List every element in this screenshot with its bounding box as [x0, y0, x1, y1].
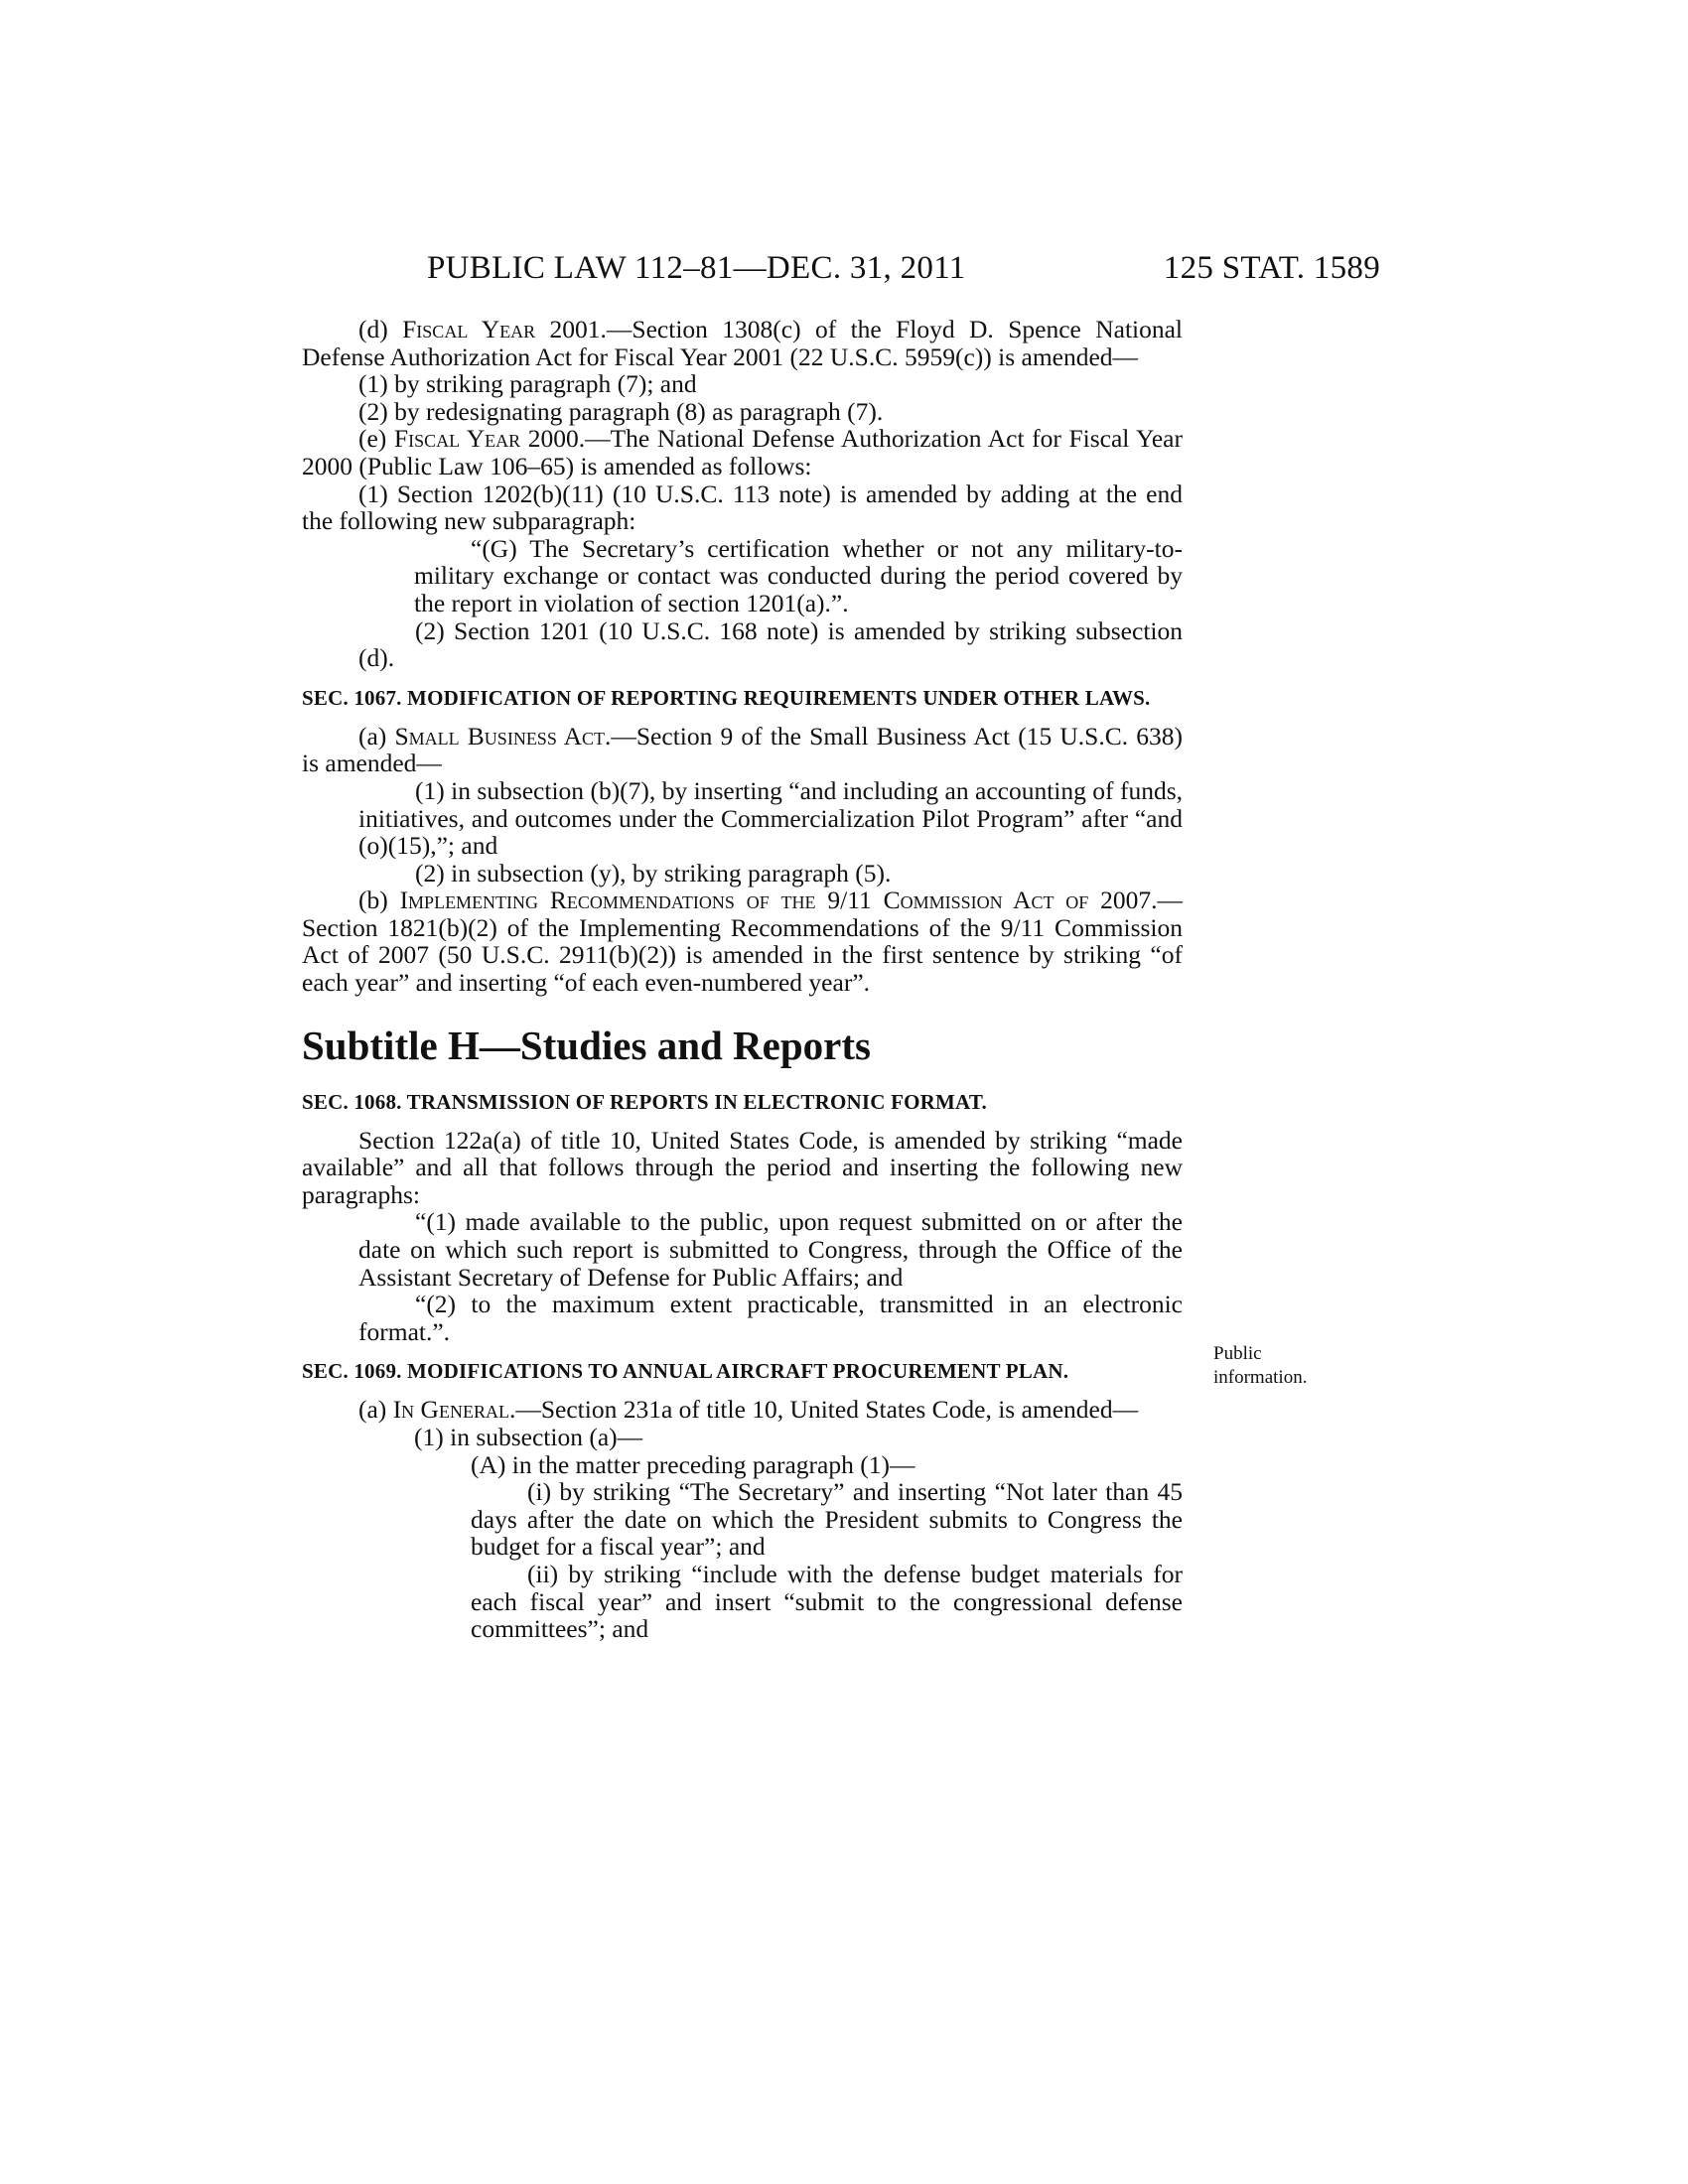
subsection-caption: Fiscal Year 2000 — [393, 424, 579, 454]
subsection-1067-b: (b) Implementing Recommendations of the 9/11 Commission Act of 2007.—Section 1821(b)(2) of the Implementing Recommendations of the 9/11 Commission Act of 2007 (50 U.S.C. 2911(b)(2)) is amended in the first sentence by striking “of each year” and inserting “of each even-numbered year”. — [302, 886, 1183, 998]
subsection-caption: Implementing Recommendations of the 9/11 Commission Act of 2007 — [399, 886, 1152, 915]
margin-note-line-1: Public — [1213, 1343, 1262, 1364]
subparagraph-1069-a-A: (A) in the matter preceding paragraph (1)— — [471, 1449, 915, 1479]
subsection-e: (e) Fiscal Year 2000.—The National Defense Authorization Act for Fiscal Year 2000 (Public Law 106–65) is amended as follows: — [302, 424, 1183, 480]
clause-1069-ii: (ii) by striking “include with the defense budget materials for each fiscal year” and insert “submit to the congressional defense committees”; and — [471, 1559, 1183, 1644]
paragraph-d1: (1) by striking paragraph (7); and — [358, 369, 697, 399]
section-heading-1067: SEC. 1067. MODIFICATION OF REPORTING REQUIREMENTS UNDER OTHER LAWS. — [302, 685, 1151, 710]
subsection-d: (d) Fiscal Year 2001.—Section 1308(c) of the Floyd D. Spence National Defense Authorization Act for Fiscal Year 2001 (22 U.S.C. 5959(c)) is amended— — [302, 315, 1184, 371]
quoted-subparagraph-g: “(G) The Secretary’s certification whether or not any military-to-military exchange or contact was conducted during the period covered by the report in violation of section 1201(a).”. — [414, 533, 1183, 617]
page-header — [298, 250, 1380, 294]
paragraph-d2: (2) by redesignating paragraph (8) as paragraph (7). — [358, 396, 884, 426]
clause-1069-i: (i) by striking “The Secretary” and inserting “Not later than 45 days after the date on which the President submits to Congress the budget for a fiscal year”; and — [471, 1477, 1183, 1562]
subtitle-heading: Subtitle H—Studies and Reports — [302, 1022, 871, 1068]
paragraph-e2: (2) Section 1201 (10 U.S.C. 168 note) is amended by striking subsection (d). — [358, 615, 1183, 673]
quoted-paragraph-1: “(1) made available to the public, upon request submitted on or after the date on which such report is submitted to Congress, through the Office of the Assistant Secretary of Defense for Public Affairs; and — [358, 1207, 1183, 1292]
document-body — [302, 316, 1183, 1643]
subsection-1069-a: (a) In General.—Section 231a of title 10, United States Code, is amended— — [358, 1395, 1139, 1425]
margin-note-line-2: information. — [1213, 1367, 1308, 1388]
section-heading-1069: SEC. 1069. MODIFICATIONS TO ANNUAL AIRCRAFT PROCUREMENT PLAN. — [302, 1359, 1069, 1384]
running-head-title: PUBLIC LAW 112–81—DEC. 31, 2011 — [427, 250, 966, 286]
section-1068-text: Section 122a(a) of title 10, United States Code, is amended by striking “made available” and all that follows through the period and inserting the following new paragraphs: — [302, 1125, 1183, 1209]
paragraph-1069-a1: (1) in subsection (a)— — [414, 1423, 643, 1451]
quoted-paragraph-2: “(2) to the maximum extent practicable, transmitted in an electronic format.”. — [358, 1290, 1183, 1346]
statute-page-number: 125 STAT. 1589 — [1163, 250, 1380, 286]
subsection-caption: Fiscal Year 2001 — [402, 315, 601, 343]
paragraph-e1: (1) Section 1202(b)(11) (10 U.S.C. 113 note) is amended by adding at the end the following new subparagraph: — [302, 478, 1183, 536]
subsection-caption: Small Business Act — [394, 721, 605, 751]
margin-note — [1213, 1342, 1333, 1390]
paragraph-1067-a1: (1) in subsection (b)(7), by inserting “and including an accounting of funds, initiatives, and outcomes under the Commercialization Pilot Program” after “and (o)(15),”; and — [358, 775, 1183, 861]
subsection-caption: In General — [392, 1395, 509, 1425]
subsection-1067-a: (a) Small Business Act.—Section 9 of the Small Business Act (15 U.S.C. 638) is amended— — [302, 721, 1183, 778]
section-heading-1068: SEC. 1068. TRANSMISSION OF REPORTS IN ELECTRONIC FORMAT. — [302, 1089, 987, 1114]
paragraph-1067-a2: (2) in subsection (y), by striking paragraph (5). — [415, 858, 892, 887]
